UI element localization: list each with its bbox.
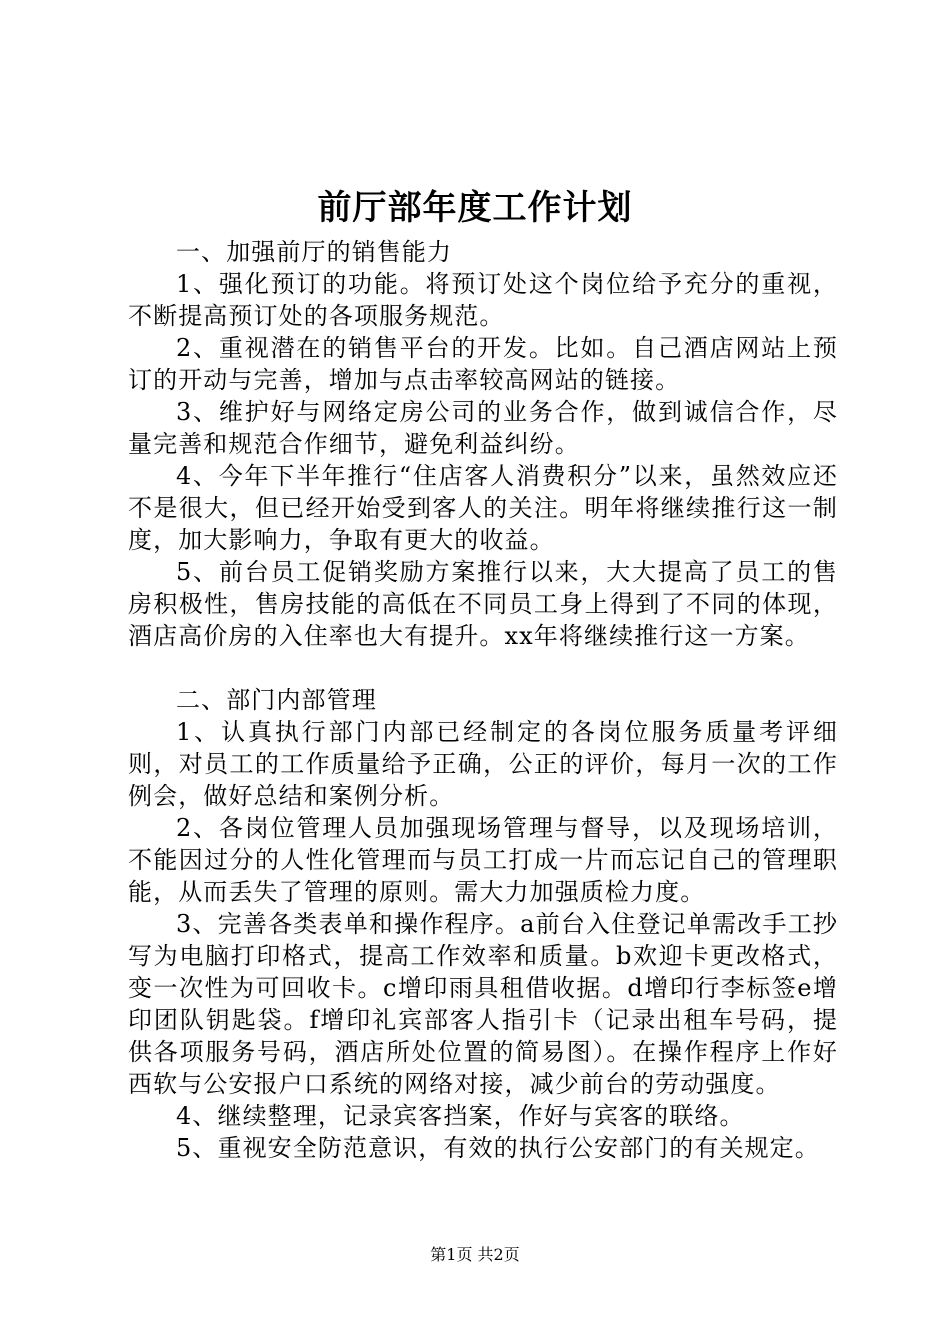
paragraph-item: 5、前台员工促销奖励方案推行以来，大大提高了员工的售房积极性，售房技能的高低在不同员工身上得到了不同的体现，酒店高价房的入住率也大有提升。xx年将继续推行这一方案。 [128,558,838,650]
paragraph-item: 4、今年下半年推行“住店客人消费积分”以来，虽然效应还不是很大，但已经开始受到客人的关注。明年将继续推行这一制度，加大影响力，争取有更大的收益。 [128,462,838,554]
page-number-footer: 第1页 共2页 [430,1245,520,1264]
paragraph-item: 1、强化预订的功能。将预订处这个岗位给予充分的重视，不断提高预订处的各项服务规范。 [128,270,838,330]
section-gap [128,652,838,684]
paragraph-item: 1、认真执行部门内部已经制定的各岗位服务质量考评细则，对员工的工作质量给予正确，公正的评价，每月一次的工作例会，做好总结和案例分析。 [128,718,838,810]
document-title: 前厅部年度工作计划 [317,188,633,228]
paragraph-item: 3、完善各类表单和操作程序。a前台入住登记单需改手工抄写为电脑打印格式，提高工作效率和质量。b欢迎卡更改格式，变一次性为可回收卡。c增印雨具租借收据。d增印行李标签e增印团队钥匙袋。f增印礼宾部客人指引卡（记录出租车号码，提供各项服务号码，酒店所处位置的简易图）。在操作程序上作好西软与公安报户口系统的网络对接，减少前台的劳动强度。 [128,910,838,1098]
section-heading-sales: 一、加强前厅的销售能力 [176,238,453,266]
paragraph-item: 4、继续整理，记录宾客挡案，作好与宾客的联络。 [176,1102,745,1130]
section-heading-management: 二、部门内部管理 [176,686,377,714]
document-body [128,236,838,1164]
paragraph-item: 2、各岗位管理人员加强现场管理与督导，以及现场培训，不能因过分的人性化管理而与员工打成一片而忘记自己的管理职能，从而丢失了管理的原则。需大力加强质检力度。 [128,814,838,906]
paragraph-item: 2、重视潜在的销售平台的开发。比如。自己酒店网站上预订的开动与完善，增加与点击率较高网站的链接。 [128,334,838,394]
paragraph-item: 3、维护好与网络定房公司的业务合作，做到诚信合作，尽量完善和规范合作细节，避免利益纠纷。 [128,398,838,458]
paragraph-item: 5、重视安全防范意识，有效的执行公安部门的有关规定。 [176,1134,820,1162]
